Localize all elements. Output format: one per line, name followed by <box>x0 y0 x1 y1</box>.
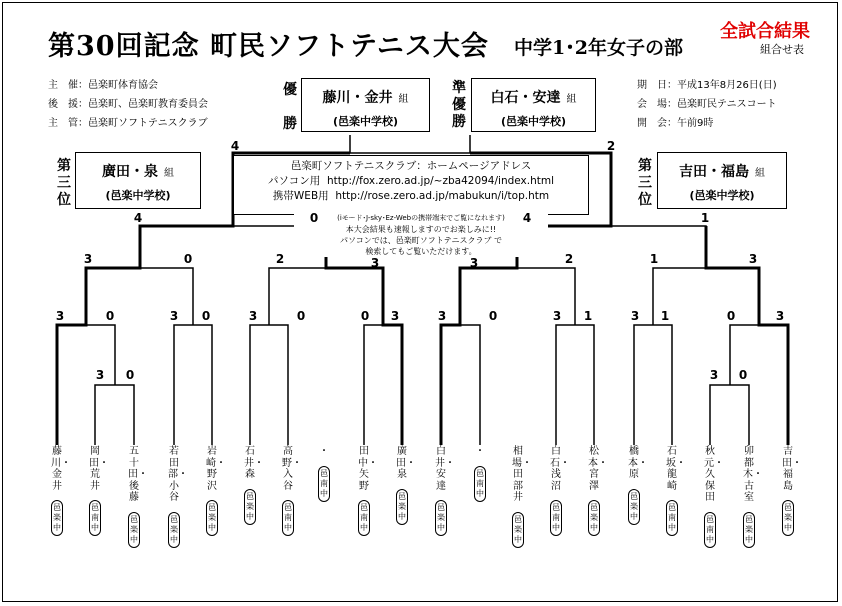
third-right-gumi: 組 <box>755 168 765 179</box>
qf-score: 3 <box>469 256 479 270</box>
player-name: 白石・浅沼 <box>550 446 570 492</box>
player-entry <box>512 446 532 548</box>
qf-score: 3 <box>748 252 758 266</box>
player-entry <box>396 446 416 525</box>
player-entry <box>244 446 264 525</box>
player-entry <box>89 446 109 536</box>
player-name: 岩崎・野沢 <box>206 446 226 492</box>
sf-score: 4 <box>133 211 143 225</box>
player-entry <box>588 446 608 536</box>
r1-score: 0 <box>201 309 211 323</box>
runner-up-box <box>471 78 596 132</box>
all-results-label: 全試合結果 <box>720 21 810 42</box>
player-school: 邑南中 <box>318 466 330 502</box>
player-entry <box>282 446 302 536</box>
pc-label: パソコン用 <box>267 175 321 187</box>
r1-score: 3 <box>248 309 258 323</box>
player-name: 若田部・小谷 <box>168 446 188 503</box>
runner-up-names: 白石・安達 <box>490 90 561 106</box>
player-school: 邑楽中 <box>782 500 794 536</box>
player-school: 邑南中 <box>89 500 101 536</box>
final-score: 2 <box>606 139 616 153</box>
notice-line: (iモード･J-sky･Ez-Webの携帯端末でご覧になれます) <box>337 214 505 222</box>
winner-box <box>301 78 430 132</box>
r1-score: 3 <box>55 309 65 323</box>
final-score: 4 <box>230 139 240 153</box>
info-value: 邑楽町体育協会 <box>88 80 158 91</box>
winner-label: 優 勝 <box>283 82 297 132</box>
r1-score: 3 <box>775 309 785 323</box>
page-title: 第30回記念 町民ソフトテニス大会 <box>48 31 489 62</box>
r1-score: 3 <box>552 309 562 323</box>
runner-up-school: (邑楽中学校) <box>500 115 567 128</box>
player-school: 邑南中 <box>282 500 294 536</box>
player-name: 石坂・龍崎 <box>666 446 686 492</box>
qf-score: 2 <box>275 252 285 266</box>
qf-score: 3 <box>83 252 93 266</box>
player-school: 邑楽中 <box>512 512 524 548</box>
player-name: ・ <box>319 446 329 457</box>
prelim-score: 0 <box>125 368 135 382</box>
player-entry <box>743 446 763 548</box>
info-key: 主 管： <box>48 118 88 129</box>
player-name: 橋本・原 <box>628 446 648 480</box>
player-name: 高野・入谷 <box>282 446 302 492</box>
pc-url-link[interactable]: http://fox.zero.ad.jp/~zba42094/index.html <box>326 175 555 187</box>
r1-score: 1 <box>660 309 670 323</box>
player-name: 秋元・久保田 <box>704 446 724 503</box>
winner-names: 藤川・金井 <box>322 90 393 106</box>
r1-score: 0 <box>360 309 370 323</box>
r1-score: 3 <box>437 309 447 323</box>
player-school: 邑南中 <box>358 500 370 536</box>
r1-score: 0 <box>296 309 306 323</box>
player-school: 邑南中 <box>704 512 716 548</box>
player-school: 邑南中 <box>474 466 486 502</box>
third-right-label: 第 三 位 <box>638 158 652 208</box>
prelim-score: 3 <box>95 368 105 382</box>
player-entry <box>628 446 648 525</box>
sf-score: 1 <box>700 211 710 225</box>
notice-text <box>294 213 548 257</box>
r1-score: 3 <box>169 309 179 323</box>
third-left-school: (邑楽中学校) <box>105 189 171 202</box>
player-school: 邑楽中 <box>128 512 140 548</box>
player-school: 邑楽中 <box>588 500 600 536</box>
player-entry <box>358 446 378 536</box>
runner-up-label: 準 優 勝 <box>452 80 466 130</box>
player-name: 卯都木・古室 <box>743 446 763 503</box>
qf-score: 3 <box>370 256 380 270</box>
info-key: 後 援： <box>48 99 88 110</box>
third-right-box <box>657 152 787 209</box>
player-name: 田中・矢野 <box>358 446 378 492</box>
player-name: 白井・安達 <box>435 446 455 492</box>
info-key: 期 日： <box>637 80 677 91</box>
player-entry <box>435 446 455 536</box>
info-value: 平成13年8月26日(日) <box>677 80 777 91</box>
player-name: ・ <box>475 446 485 457</box>
player-school: 邑楽中 <box>743 512 755 548</box>
player-entry <box>474 446 486 502</box>
prelim-score: 0 <box>738 368 748 382</box>
homepage-heading: 邑楽町ソフトテニスクラブ：ホームページアドレス <box>290 160 532 172</box>
qf-score: 2 <box>564 252 574 266</box>
qf-score: 1 <box>649 252 659 266</box>
player-school: 邑楽中 <box>168 512 180 548</box>
player-name: 五十田・後藤 <box>128 446 148 503</box>
r1-score: 0 <box>488 309 498 323</box>
info-key: 主 催： <box>48 80 88 91</box>
player-name: 岡田・荒井 <box>89 446 109 492</box>
player-school: 邑南中 <box>666 500 678 536</box>
player-entry <box>206 446 226 536</box>
player-school: 邑楽中 <box>435 500 447 536</box>
third-left-gumi: 組 <box>164 168 174 179</box>
player-entry <box>168 446 188 548</box>
player-name: 松本・宮澤 <box>588 446 608 492</box>
info-value: 邑楽町、邑楽町教育委員会 <box>88 99 208 110</box>
player-entry <box>704 446 724 548</box>
info-key: 会 場： <box>637 99 677 110</box>
r1-score: 0 <box>105 309 115 323</box>
info-value: 邑楽町民テニスコート <box>677 99 777 110</box>
winner-gumi: 組 <box>398 94 409 105</box>
player-entry <box>782 446 802 536</box>
third-right-school: (邑楽中学校) <box>689 189 755 202</box>
player-name: 藤川・金井 <box>51 446 71 492</box>
player-name: 廣田・泉 <box>396 446 416 480</box>
player-school: 邑南中 <box>550 500 562 536</box>
third-left-names: 廣田・泉 <box>102 164 158 180</box>
sf-score: 4 <box>522 211 532 225</box>
player-name: 相場・田部井 <box>512 446 532 503</box>
player-name: 石井・森 <box>244 446 264 480</box>
info-key: 開 会： <box>637 118 677 129</box>
runner-up-gumi: 組 <box>566 94 577 105</box>
player-school: 邑楽中 <box>51 500 63 536</box>
bracket-label: 組合せ表 <box>760 43 804 56</box>
homepage-box <box>233 155 589 215</box>
player-entry <box>128 446 148 548</box>
winner-school: (邑楽中学校) <box>332 115 399 128</box>
r1-score: 0 <box>726 309 736 323</box>
notice-line: 本大会結果も速報しますのでお楽しみに!! <box>345 225 497 234</box>
player-entry <box>318 446 330 502</box>
prelim-score: 3 <box>709 368 719 382</box>
player-entry <box>51 446 71 536</box>
info-value: 邑楽町ソフトテニスクラブ <box>88 118 208 129</box>
r1-score: 1 <box>583 309 593 323</box>
mobile-url-link[interactable]: http://rose.zero.ad.jp/mabukun/i/top.htm <box>335 190 550 202</box>
mobile-label: 携帯WEB用 <box>272 190 329 202</box>
page-subtitle: 中学1･2年女子の部 <box>514 37 683 59</box>
third-right-names: 吉田・福島 <box>679 164 749 180</box>
info-value: 午前9時 <box>677 118 714 129</box>
qf-score: 0 <box>183 252 193 266</box>
player-school: 邑楽中 <box>206 500 218 536</box>
r1-score: 3 <box>390 309 400 323</box>
player-school: 邑楽中 <box>628 489 640 525</box>
player-school: 邑楽中 <box>396 489 408 525</box>
third-left-label: 第 三 位 <box>57 158 71 208</box>
notice-line: パソコンでは、邑楽町ソフトテニスクラブ で <box>339 236 503 245</box>
notice-line: 検索してもご覧いただけます。 <box>365 247 477 256</box>
sf-score: 0 <box>309 211 319 225</box>
third-left-box <box>75 152 201 209</box>
player-entry <box>666 446 686 536</box>
player-entry <box>550 446 570 536</box>
player-name: 吉田・福島 <box>782 446 802 492</box>
player-school: 邑楽中 <box>244 489 256 525</box>
r1-score: 3 <box>630 309 640 323</box>
